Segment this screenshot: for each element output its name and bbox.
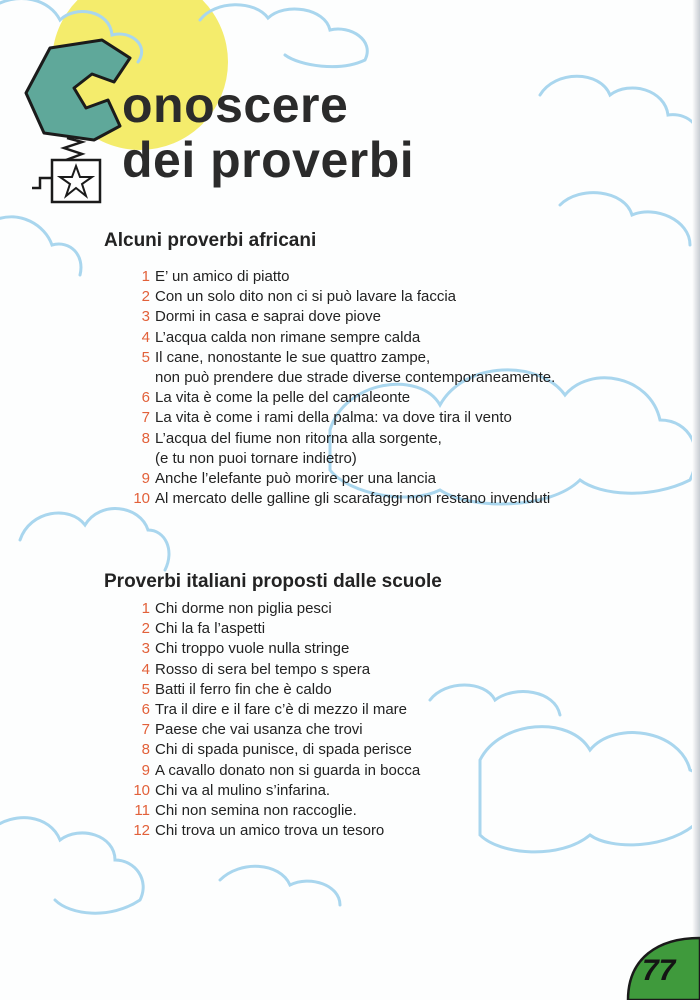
item-number: 2 [141, 620, 150, 638]
list-item [118, 348, 555, 368]
page-number-badge [620, 930, 700, 1000]
item-number: 4 [141, 328, 150, 346]
item-number: 4 [141, 660, 150, 678]
cloud-left-mid [0, 217, 81, 275]
item-number: 11 [134, 802, 150, 820]
item-number: 10 [133, 781, 150, 799]
item-number [118, 449, 155, 469]
item-number: 10 [133, 490, 150, 508]
proverb-text: Il cane, nonostante le sue quattro zampe, [155, 348, 431, 366]
item-number: 7 [141, 721, 150, 739]
section-heading-african: Alcuni proverbi africani [104, 230, 317, 251]
spring [64, 138, 82, 160]
list-item [118, 307, 555, 327]
title-logo [22, 38, 132, 208]
item-number: 7 [141, 409, 150, 427]
proverb-text: Chi va al mulino s’infarina. [155, 781, 331, 799]
item-number: 6 [141, 701, 150, 719]
list-item [118, 720, 420, 740]
list-item [118, 328, 555, 348]
item-number: 3 [141, 640, 150, 658]
list-item [118, 287, 555, 307]
list-item [118, 700, 420, 720]
proverb-text: La vita è come i rami della palma: va dove tira il vento [155, 409, 512, 427]
cloud-right-mid [560, 193, 690, 245]
italian-proverbs-list [118, 599, 420, 841]
proverb-text: Chi troppo vuole nulla stringe [155, 640, 350, 658]
list-item [118, 388, 555, 408]
item-number: 8 [141, 741, 150, 759]
proverb-text: Chi non semina non raccoglie. [155, 802, 357, 820]
item-number: 8 [141, 429, 150, 447]
cloud-mid-low [430, 685, 560, 715]
list-item [118, 821, 420, 841]
page-number: 77 [642, 954, 676, 987]
list-item [118, 619, 420, 639]
title-line-2: dei proverbi [122, 132, 415, 188]
proverb-text: Chi trova un amico trova un tesoro [155, 822, 385, 840]
list-item [118, 267, 555, 287]
item-number: 12 [133, 822, 150, 840]
item-number [118, 368, 155, 388]
proverb-text: La vita è come la pelle del camaleonte [155, 389, 411, 407]
cloud-bottom-right [480, 727, 700, 852]
item-number: 9 [141, 761, 150, 779]
big-c-letter [26, 40, 130, 140]
item-number: 1 [141, 268, 150, 285]
proverb-text: (e tu non puoi tornare indietro) [155, 449, 357, 467]
list-item [118, 429, 555, 449]
item-number: 5 [141, 348, 150, 366]
proverb-text: Anche l’elefante può morire per una lancia [155, 470, 437, 488]
proverb-text: non può prendere due strade diverse contemporaneamente. [155, 369, 556, 387]
page-edge [692, 0, 700, 1000]
list-item [118, 781, 420, 801]
list-item [118, 449, 555, 469]
item-number: 2 [141, 288, 150, 306]
cloud-upper-right [540, 76, 700, 150]
item-number: 5 [141, 680, 150, 698]
proverb-text: Rosso di sera bel tempo s spera [155, 660, 371, 678]
item-number: 3 [141, 308, 150, 326]
list-item [118, 801, 420, 821]
list-item [118, 469, 555, 489]
section-heading-italian: Proverbi italiani proposti dalle scuole [104, 571, 442, 592]
proverb-text: Batti il ferro fin che è caldo [155, 680, 332, 698]
crank [32, 178, 52, 188]
african-proverbs-list [118, 267, 555, 509]
proverb-text: Al mercato delle galline gli scarafaggi non restano invenduti [155, 490, 551, 508]
proverb-text: L’acqua del fiume non ritorna alla sorgente, [155, 429, 442, 447]
list-item [118, 761, 420, 781]
list-item [118, 408, 555, 428]
list-item [118, 599, 420, 619]
proverb-text: L’acqua calda non rimane sempre calda [155, 328, 421, 346]
item-number: 1 [141, 600, 150, 617]
list-item [118, 680, 420, 700]
proverb-text: Chi la fa l’aspetti [155, 620, 266, 638]
list-item [118, 639, 420, 659]
proverb-text: Chi di spada punisce, di spada perisce [155, 741, 412, 759]
proverb-text: A cavallo donato non si guarda in bocca [155, 761, 421, 779]
proverb-text: Dormi in casa e saprai dove piove [155, 308, 381, 326]
list-item [118, 660, 420, 680]
list-item [118, 489, 555, 509]
title-line-1: onoscere [122, 77, 349, 133]
proverb-text: Tra il dire e il fare c’è di mezzo il mare [155, 701, 408, 719]
cloud-bottom-mid [220, 866, 340, 905]
proverb-text: Chi dorme non piglia pesci [155, 600, 332, 617]
list-item [118, 368, 555, 388]
proverb-text: E’ un amico di piatto [155, 268, 290, 285]
item-number: 9 [141, 470, 150, 488]
proverb-text: Paese che vai usanza che trovi [155, 721, 363, 739]
proverb-text: Con un solo dito non ci si può lavare la faccia [155, 288, 457, 306]
list-item [118, 740, 420, 760]
cloud-left-low [20, 509, 169, 570]
item-number: 6 [141, 389, 150, 407]
